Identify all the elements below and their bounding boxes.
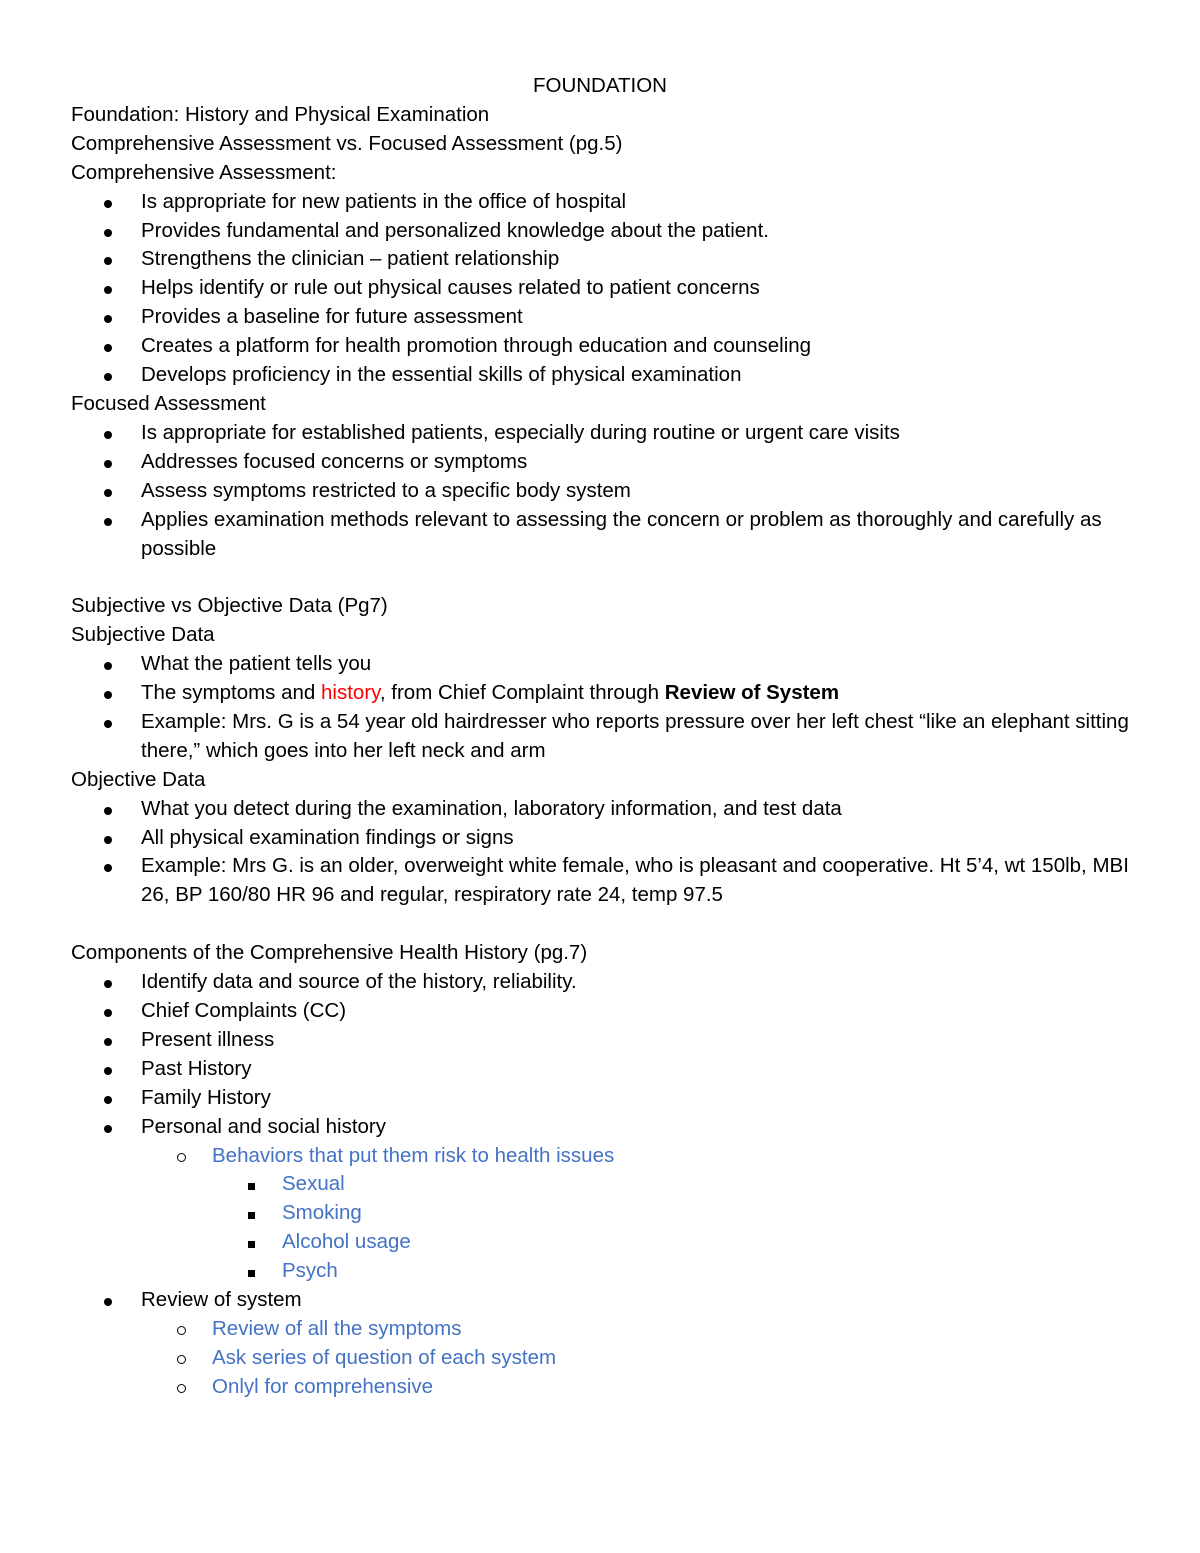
list-item: Develops proficiency in the essential skills of physical examination <box>71 361 1131 390</box>
list-item: Provides fundamental and personalized knowledge about the patient. <box>71 217 1131 246</box>
bullet-dot-icon <box>104 795 112 824</box>
bullet-dot-icon <box>104 477 112 506</box>
bullet-square-icon <box>248 1199 255 1228</box>
bullet-dot-icon <box>104 1026 112 1055</box>
document-body <box>71 72 1131 1402</box>
list-item: Ask series of question of each system <box>71 1344 1131 1373</box>
list-item: Behaviors that put them risk to health issues <box>71 1142 1131 1171</box>
list-item: Present illness <box>71 1026 1131 1055</box>
list-item: Assess symptoms restricted to a specific body system <box>71 477 1131 506</box>
bullet-dot-icon <box>104 332 112 361</box>
bullet-dot-icon <box>104 506 112 535</box>
bullet-dot-icon <box>104 303 112 332</box>
list-item: Identify data and source of the history, reliability. <box>71 968 1131 997</box>
list-item: Onlyl for comprehensive <box>71 1373 1131 1402</box>
bullet-dot-icon <box>104 274 112 303</box>
text-run: The symptoms and <box>141 681 322 705</box>
bullet-dot-icon <box>104 188 112 217</box>
list-item: What the patient tells you <box>71 650 1131 679</box>
list-item: Sexual <box>71 1170 1131 1199</box>
list-item <box>71 679 1131 708</box>
list-item: Applies examination methods relevant to assessing the concern or problem as thoroughly and carefully as possible <box>71 506 1131 564</box>
list-item: Helps identify or rule out physical causes related to patient concerns <box>71 274 1131 303</box>
list-item: Alcohol usage <box>71 1228 1131 1257</box>
bullet-dot-icon <box>104 361 112 390</box>
section-heading-components: Components of the Comprehensive Health History (pg.7) <box>71 941 588 965</box>
list-item: Smoking <box>71 1199 1131 1228</box>
spacer <box>71 563 1131 592</box>
text-run: , from Chief Complaint through <box>379 681 665 705</box>
section-heading-data: Subjective vs Objective Data (Pg7) <box>71 594 388 618</box>
list-item: Review of all the symptoms <box>71 1315 1131 1344</box>
list-item: Chief Complaints (CC) <box>71 997 1131 1026</box>
list-item: What you detect during the examination, laboratory information, and test data <box>71 795 1131 824</box>
bullet-dot-icon <box>104 679 112 708</box>
list-item: Past History <box>71 1055 1131 1084</box>
comprehensive-assessment-heading: Comprehensive Assessment: <box>71 160 337 184</box>
list-item: Personal and social history <box>71 1113 1131 1142</box>
section-heading-assessment: Comprehensive Assessment vs. Focused Assessment (pg.5) <box>71 131 623 155</box>
subjective-data-list <box>71 650 1131 766</box>
bullet-dot-icon <box>104 419 112 448</box>
bullet-dot-icon <box>104 968 112 997</box>
list-item: Example: Mrs. G is a 54 year old hairdresser who reports pressure over her left chest “like an elephant sitting there,” which goes into her left neck and arm <box>71 708 1131 766</box>
list-item: Strengthens the clinician – patient relationship <box>71 245 1131 274</box>
list-item: All physical examination findings or signs <box>71 824 1131 853</box>
list-item: Provides a baseline for future assessment <box>71 303 1131 332</box>
list-item: Psych <box>71 1257 1131 1286</box>
focused-assessment-heading: Focused Assessment <box>71 391 266 415</box>
subjective-data-heading: Subjective Data <box>71 623 215 647</box>
document-title: FOUNDATION <box>532 74 667 97</box>
highlight-history: history <box>321 681 380 705</box>
list-item: Is appropriate for new patients in the office of hospital <box>71 188 1131 217</box>
bullet-dot-icon <box>104 997 112 1026</box>
bullet-dot-icon <box>104 650 112 679</box>
focused-assessment-list <box>71 419 1131 564</box>
bullet-circle-icon <box>177 1344 186 1373</box>
list-item: Review of system <box>71 1286 1131 1315</box>
bullet-circle-icon <box>177 1315 186 1344</box>
list-item: Is appropriate for established patients, especially during routine or urgent care visits <box>71 419 1131 448</box>
list-item: Example: Mrs G. is an older, overweight white female, who is pleasant and cooperative. Ht 5’4, wt 150lb, MBI 26, BP 160/80 HR 96 and regular, respiratory rate 24, temp 97.5 <box>71 852 1131 910</box>
bullet-square-icon <box>248 1170 255 1199</box>
bold-review-of-system: Review of System <box>664 681 840 705</box>
bullet-dot-icon <box>104 448 112 477</box>
bullet-dot-icon <box>104 852 112 881</box>
list-item: Family History <box>71 1084 1131 1113</box>
bullet-dot-icon <box>104 1113 112 1142</box>
bullet-dot-icon <box>104 217 112 246</box>
objective-data-list <box>71 795 1131 911</box>
bullet-square-icon <box>248 1228 255 1257</box>
document-subtitle: Foundation: History and Physical Examination <box>71 102 490 126</box>
objective-data-heading: Objective Data <box>71 767 206 791</box>
components-list <box>71 968 1131 1402</box>
spacer <box>71 910 1131 939</box>
bullet-dot-icon <box>104 1084 112 1113</box>
bullet-dot-icon <box>104 1286 112 1315</box>
list-item: Creates a platform for health promotion through education and counseling <box>71 332 1131 361</box>
list-item: Addresses focused concerns or symptoms <box>71 448 1131 477</box>
bullet-dot-icon <box>104 824 112 853</box>
bullet-dot-icon <box>104 245 112 274</box>
bullet-dot-icon <box>104 1055 112 1084</box>
bullet-circle-icon <box>177 1373 186 1402</box>
bullet-square-icon <box>248 1257 255 1286</box>
bullet-dot-icon <box>104 708 112 737</box>
comprehensive-assessment-list <box>71 188 1131 390</box>
bullet-circle-icon <box>177 1142 186 1171</box>
